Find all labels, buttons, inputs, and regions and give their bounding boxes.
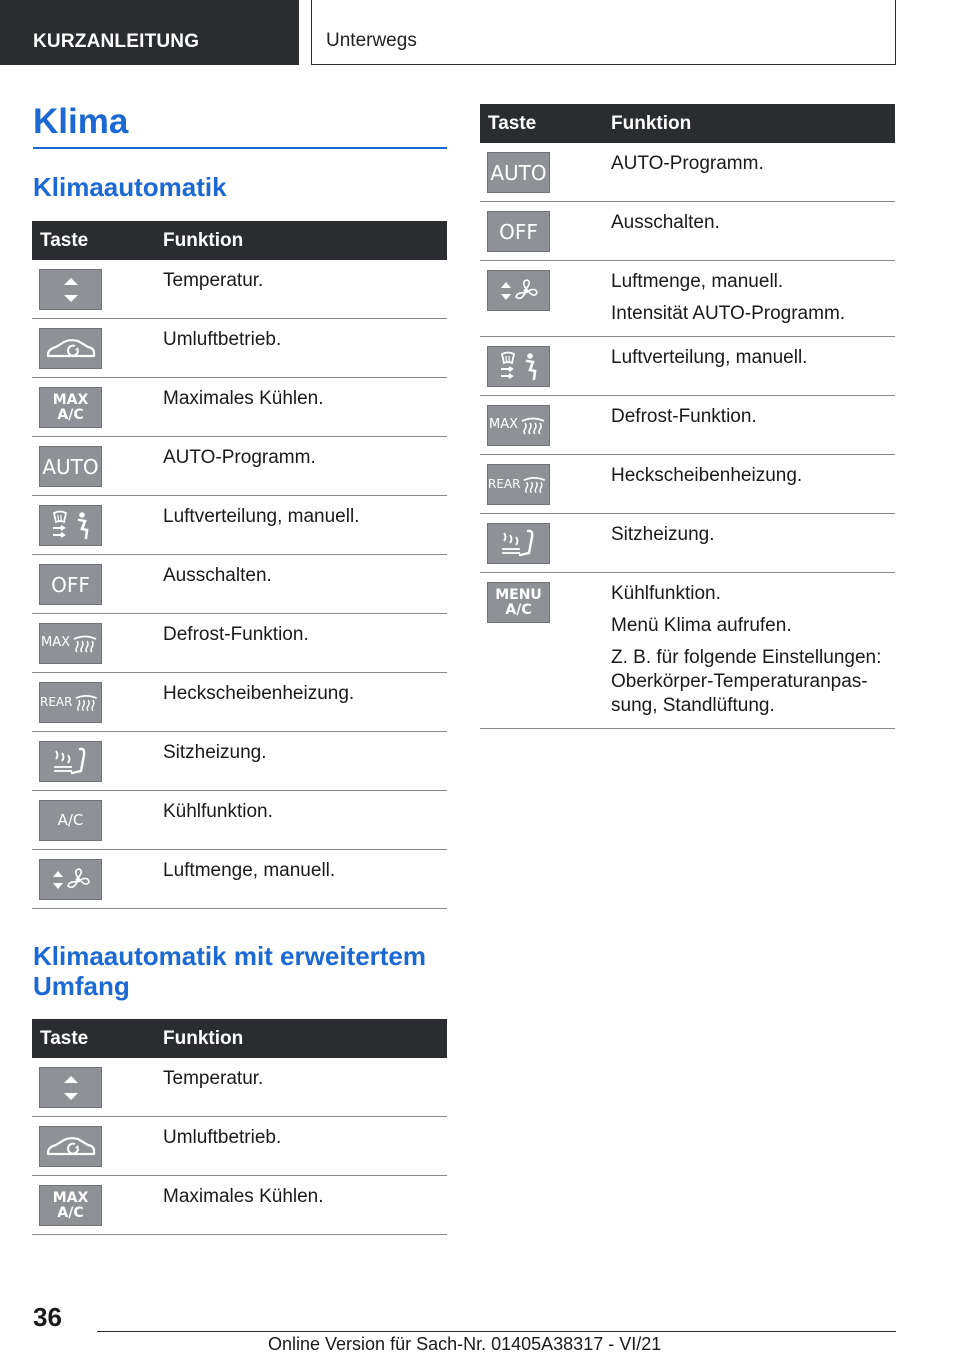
function-text: Kühlfunktion. xyxy=(611,583,721,604)
key-label: A/C xyxy=(57,811,84,829)
function-description xyxy=(611,337,895,380)
table-row xyxy=(32,555,447,614)
key-label: A/C xyxy=(57,1205,84,1221)
footer-divider xyxy=(97,1331,896,1332)
table-row xyxy=(32,319,447,378)
function-description xyxy=(163,673,447,716)
table-row xyxy=(480,337,895,396)
seat-heating-icon xyxy=(39,741,102,782)
fan-icon xyxy=(39,859,102,900)
menu-ac-icon xyxy=(487,582,550,623)
table-klimaautomatik xyxy=(32,221,447,909)
table-row xyxy=(32,378,447,437)
key-label: MAX xyxy=(52,392,89,408)
function-description xyxy=(163,850,447,893)
table-row xyxy=(32,496,447,555)
function-text: Sitzheizung. xyxy=(163,742,267,763)
function-text: Umluftbetrieb. xyxy=(163,1127,282,1148)
page-title: Klima xyxy=(33,103,447,149)
function-text: Sitzheizung. xyxy=(611,524,715,545)
table-row xyxy=(32,1176,447,1235)
function-text: Z. B. für folgende Einstellungen: Oberkörper-Temperaturanpassung, Standlüftung. xyxy=(611,647,882,716)
max-defrost-icon xyxy=(487,405,550,446)
function-description xyxy=(163,791,447,834)
function-description xyxy=(611,514,895,557)
function-text: Defrost-Funktion. xyxy=(611,406,757,427)
key-label: MAX xyxy=(52,1190,89,1206)
table-header xyxy=(32,1019,447,1058)
air-distribution-icon xyxy=(487,346,550,387)
function-text: Defrost-Funktion. xyxy=(163,624,309,645)
table-row xyxy=(32,1117,447,1176)
section-heading-erweitert xyxy=(33,941,447,1001)
key-label: MAX xyxy=(40,635,70,650)
max-defrost-icon xyxy=(39,623,102,664)
function-description xyxy=(611,455,895,498)
function-text: Maximales Kühlen. xyxy=(163,388,324,409)
ac-icon xyxy=(39,800,102,841)
key-label: A/C xyxy=(505,602,532,618)
key-label: REAR xyxy=(40,694,73,709)
function-text: Heckscheibenheizung. xyxy=(163,683,355,704)
seat-heating-icon xyxy=(487,523,550,564)
key-label: AUTO xyxy=(490,160,547,185)
table-row xyxy=(480,143,895,202)
function-text: AUTO-Programm. xyxy=(163,447,316,468)
column-header-taste: Taste xyxy=(40,230,89,251)
table-row xyxy=(32,1058,447,1117)
function-description xyxy=(163,260,447,303)
max-ac-icon xyxy=(39,387,102,428)
table-header xyxy=(480,104,895,143)
function-text: Ausschalten. xyxy=(611,212,720,233)
header-chapter-tab: Unterwegs xyxy=(311,0,896,65)
function-text: Menü Klima aufrufen. xyxy=(611,615,792,636)
section-heading-line-2: Umfang xyxy=(33,971,130,1001)
max-ac-icon xyxy=(39,1185,102,1226)
table-row xyxy=(32,791,447,850)
function-text: Temperatur. xyxy=(163,270,264,291)
auto-icon xyxy=(487,152,550,193)
column-header-taste: Taste xyxy=(488,113,537,134)
table-row xyxy=(480,455,895,514)
temperature-icon xyxy=(39,1067,102,1108)
fan-icon xyxy=(487,270,550,311)
function-text: Heckscheibenheizung. xyxy=(611,465,803,486)
function-text: Luftverteilung, manuell. xyxy=(163,506,360,527)
table-row xyxy=(32,437,447,496)
function-description xyxy=(611,261,895,336)
air-distribution-icon xyxy=(39,505,102,546)
key-label: AUTO xyxy=(42,454,99,479)
function-description xyxy=(163,319,447,362)
function-description xyxy=(611,143,895,186)
key-label: OFF xyxy=(499,219,538,244)
function-description xyxy=(163,1117,447,1160)
off-icon xyxy=(487,211,550,252)
function-description xyxy=(163,614,447,657)
table-row xyxy=(32,260,447,319)
column-header-funktion: Funktion xyxy=(163,230,244,251)
table-row xyxy=(32,732,447,791)
function-description xyxy=(611,396,895,439)
table-row xyxy=(480,261,895,337)
function-text: Luftmenge, manuell. xyxy=(163,860,336,881)
function-description xyxy=(163,732,447,775)
function-description xyxy=(163,1176,447,1219)
table-row xyxy=(480,396,895,455)
function-description xyxy=(611,202,895,245)
function-text: Maximales Kühlen. xyxy=(163,1186,324,1207)
function-text: Temperatur. xyxy=(163,1068,264,1089)
table-row xyxy=(32,673,447,732)
column-header-taste: Taste xyxy=(40,1028,89,1049)
column-header-funktion: Funktion xyxy=(163,1028,244,1049)
function-description xyxy=(611,573,895,728)
table-row xyxy=(32,614,447,673)
table-row xyxy=(32,850,447,909)
table-header xyxy=(32,221,447,260)
recirculation-icon xyxy=(39,328,102,369)
key-label: MENU xyxy=(495,587,542,603)
header-section-tab: KURZANLEITUNG xyxy=(0,0,299,65)
table-klimaautomatik-erweitert-continued xyxy=(480,104,895,729)
table-row xyxy=(480,573,895,729)
table-klimaautomatik-erweitert xyxy=(32,1019,447,1235)
table-row xyxy=(480,514,895,573)
key-label: REAR xyxy=(488,476,521,491)
function-description xyxy=(163,437,447,480)
key-label: A/C xyxy=(57,407,84,423)
function-text: Ausschalten. xyxy=(163,565,272,586)
function-description xyxy=(163,555,447,598)
page-number: 36 xyxy=(33,1302,62,1332)
auto-icon xyxy=(39,446,102,487)
rear-defrost-icon xyxy=(39,682,102,723)
key-label: MAX xyxy=(488,417,518,432)
key-label: OFF xyxy=(51,572,90,597)
off-icon xyxy=(39,564,102,605)
function-text: Luftmenge, manuell. xyxy=(611,271,784,292)
function-description xyxy=(163,1058,447,1101)
section-heading-klimaautomatik: Klimaautomatik xyxy=(33,172,227,202)
function-text: Intensität AUTO-Programm. xyxy=(611,303,846,324)
function-description xyxy=(163,496,447,539)
recirculation-icon xyxy=(39,1126,102,1167)
footer-version-text: Online Version für Sach-Nr. 01405A38317 - VI/21 xyxy=(268,1334,662,1354)
function-text: AUTO-Programm. xyxy=(611,153,764,174)
section-heading-line-1: Klimaautomatik mit erweitertem xyxy=(33,941,427,971)
function-text: Umluftbetrieb. xyxy=(163,329,282,350)
column-header-funktion: Funktion xyxy=(611,113,692,134)
temperature-icon xyxy=(39,269,102,310)
function-text: Kühlfunktion. xyxy=(163,801,273,822)
table-row xyxy=(480,202,895,261)
rear-defrost-icon xyxy=(487,464,550,505)
function-text: Luftverteilung, manuell. xyxy=(611,347,808,368)
function-description xyxy=(163,378,447,421)
